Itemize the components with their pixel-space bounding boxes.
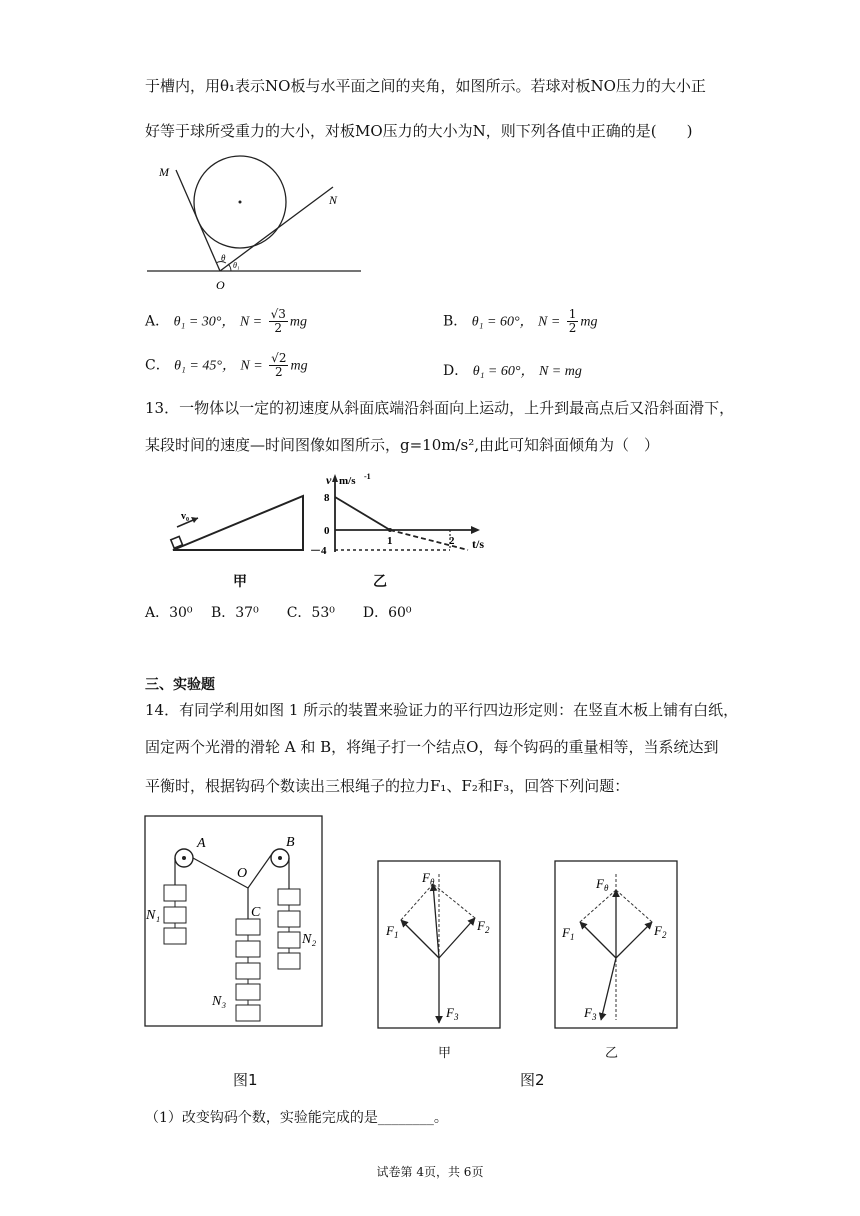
fig2-yi-F3: $F_3$ [584, 1005, 597, 1022]
q13-graph-t: t/s [472, 537, 484, 551]
q12-label-M: M [159, 165, 169, 179]
page-footer: 试卷第 4页，共 6页 [376, 1165, 484, 1179]
q13-graph-unit: m/s [339, 475, 356, 487]
q13-graph-unit-sup: -1 [364, 472, 371, 481]
fig2-caption: 图2 [520, 1071, 545, 1089]
q13-graph-v: v [326, 473, 332, 487]
q12-text-line1: 于槽内，用θ₁表示NO板与水平面之间的夹角，如图所示。若球对板NO压力的大小正 [145, 77, 706, 95]
fig2-yi-caption: 乙 [605, 1046, 619, 1061]
q14-text-line1: 14．有同学利用如图 1 所示的装置来验证力的平行四边形定则：在竖直木板上铺有白纸， [145, 701, 739, 719]
fig1-label-N3: N₃ [212, 994, 227, 1009]
q13-v0-label: v₀ [181, 511, 189, 522]
q14-text-line2: 固定两个光滑的滑轮 A 和 B，将绳子打一个结点O，每个钩码的重量相等，当系统达到 [145, 738, 719, 756]
q12-groove-figure [145, 150, 365, 295]
q13-fig-jia: 甲 [233, 574, 247, 590]
q12-text-line2: 好等于球所受重力的大小，对板MO压力的大小为N，则下列各值中正确的是( ) [145, 122, 693, 140]
fig1-label-N2: N₂ [302, 932, 317, 947]
fig1-label-O: O [237, 866, 248, 881]
q13-graph-x1: 1 [387, 535, 393, 547]
q12-option-a[interactable]: A． θ₁ = 30°， N = $\frac{√3}{2}$ mg [145, 307, 307, 336]
fig2-yi-F2: $F_2$ [654, 923, 667, 940]
q12-option-b[interactable]: B． θ₁ = 60°， N = $\frac{1}{2}$ mg [443, 307, 598, 336]
fig1-label-N1: N₁ [146, 908, 161, 923]
q13-text-line2: 某段时间的速度—时间图像如图所示，g=10m/s²,由此可知斜面倾角为（ ） [145, 436, 660, 454]
q13-graph-y0: 0 [324, 525, 330, 537]
fig2-jia-F2: $F_2$ [477, 918, 490, 935]
q13-vt-graph [310, 470, 500, 555]
q14-figure-1 [144, 815, 324, 1029]
fig1-label-C: C [251, 905, 261, 920]
q13-graph-x2: 2 [449, 535, 455, 547]
q13-graph-y8: 8 [324, 492, 330, 504]
q13-incline-figure [165, 490, 310, 555]
q12-label-O: O [216, 278, 225, 292]
q12-label-theta: θ [221, 253, 226, 263]
fig2-yi-F1: $F_1$ [562, 925, 575, 942]
q13-text-line1: 13．一物体以一定的初速度从斜面底端沿斜面向上运动，上升到最高点后又沿斜面滑下， [145, 399, 735, 417]
fig2-yi-Ftheta: $F_\theta$ [596, 876, 609, 893]
section-title: 三、实验题 [145, 677, 215, 693]
q13-fig-yi: 乙 [373, 574, 387, 590]
q12-label-N: N [329, 193, 338, 207]
q13-graph-y-4: －4 [310, 545, 327, 555]
q14-sub1: （1）改变钩码个数，实验能完成的是________。 [145, 1110, 448, 1126]
fig2-jia-F3: $F_3$ [446, 1005, 459, 1022]
q13-options[interactable]: A．30⁰ B．37⁰ C．53⁰ D．60⁰ [145, 605, 412, 621]
fig1-caption: 图1 [233, 1071, 258, 1089]
fig2-jia-F1: $F_1$ [386, 923, 399, 940]
fig2-jia-caption: 甲 [438, 1046, 452, 1061]
q14-figure-2-yi [554, 860, 679, 1030]
fig2-jia-Ftheta: $F_\theta$ [422, 870, 435, 887]
fig1-label-B: B [286, 835, 295, 850]
q12-option-d[interactable]: D． θ₁ = 60°， N = mg [443, 363, 582, 379]
q12-option-c[interactable]: C． θ₁ = 45°， N = $\frac{√2}{2}$ mg [145, 351, 308, 380]
q14-text-line3: 平衡时，根据钩码个数读出三根绳子的拉力F₁、F₂和F₃，回答下列问题： [145, 777, 630, 795]
fig1-label-A: A [197, 836, 206, 851]
q12-label-theta1: θ₁ [233, 261, 240, 270]
q14-figure-2-jia [377, 860, 502, 1030]
